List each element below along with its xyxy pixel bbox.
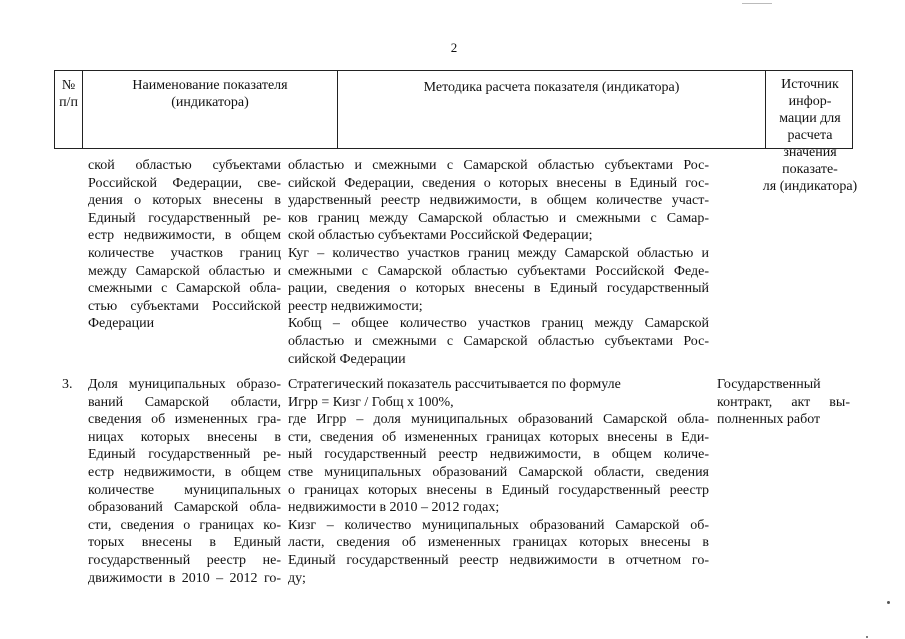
row2-method-line: сийской Федерации, сведения о которых внесены в Единый гос- (288, 175, 709, 191)
row2-method-line: Куг – количество участков границ между Самарской областью и (288, 245, 709, 261)
row3-name-line: движимости в 2010 – 2012 го- (88, 570, 281, 586)
scan-speck (866, 636, 868, 638)
row3-name-line: сведения об измененных гра- (88, 412, 281, 428)
row3-method-line: Кизг – количество муниципальных образований Самарской об- (288, 517, 709, 533)
row2-name-line: смежными с Самарской обла- (88, 281, 281, 297)
row3-method-line: сти, сведения об измененных границах которых внесены в Еди- (288, 429, 709, 445)
row3-name-line: ваний Самарской области, (88, 394, 281, 410)
row2-method-line: ской областью субъектами Российской Федерации; (288, 228, 593, 244)
row3-method-line: недвижимости в 2010 – 2012 годах; (288, 500, 500, 516)
header-source-label: Источник инфор- мации для расчета значения показате- ля (индикатора) (762, 77, 858, 194)
row3-method-cell (288, 376, 709, 587)
row3-name-line: торых внесены в Единый (88, 535, 281, 551)
row3-method-line: где Игрр – доля муниципальных образований Самарской обла- (288, 412, 709, 428)
header-cell-name (83, 71, 338, 148)
row3-method-line: о границах которых внесены в Единый государственный реестр (288, 482, 709, 498)
header-cell-method (338, 71, 766, 148)
row3-name-line: Доля муниципальных образо- (88, 377, 281, 392)
row3-method-line: ласти, сведения об измененных границах которых внесены в (288, 535, 709, 551)
row3-number: 3. (62, 377, 73, 392)
row2-method-line: смежными с Самарской областью субъектами Российской Феде- (288, 263, 709, 279)
row2-name-cell (88, 157, 281, 333)
header-name-label: Наименование показателя (индикатора) (132, 78, 288, 110)
row2-method-line: ков границ между Самарской областью и смежными с Самар- (288, 210, 709, 226)
row2-method-line: рации, сведения о которых внесены в Единый государственный (288, 281, 709, 297)
row2-name-line: Российской Федерации, све- (88, 175, 281, 191)
row3-name-cell (88, 376, 281, 587)
row2-name-line: ской областью субъектами (88, 158, 281, 173)
row3-name-line: государственный реестр не- (88, 552, 281, 568)
row2-method-cell (288, 157, 709, 368)
scan-speck (742, 3, 772, 4)
row2-name-line: Федерации (88, 316, 155, 332)
row3-name-line: количестве муниципальных (88, 482, 281, 498)
row3-source-cell (717, 376, 850, 429)
row2-name-line: дения о которых внесены в (88, 193, 281, 209)
row3-method-line: ду; (288, 570, 306, 586)
row3-name-line: образований Самарской обла- (88, 500, 281, 516)
row3-method-line: Стратегический показатель рассчитывается по формуле (288, 377, 621, 392)
row2-name-line: естр недвижимости, в общем (88, 228, 281, 244)
row3-name-line: Единый государственный ре- (88, 447, 281, 463)
row2-name-line: Единый государственный ре- (88, 210, 281, 226)
header-number-label: № п/п (59, 78, 78, 110)
row2-name-line: стью субъектами Российской (88, 298, 281, 314)
header-cell-source (762, 71, 858, 194)
row2-method-line: реестр недвижимости; (288, 298, 423, 314)
row2-name-line: количестве участков границ (88, 245, 281, 261)
row2-name-line: между Самарской областью и (88, 263, 281, 279)
row3-method-line: Единый государственный реестр недвижимости в отчетном го- (288, 552, 709, 568)
row3-source-line: полненных работ (717, 412, 821, 428)
row3-source-line: контракт, акт вы- (717, 394, 850, 410)
row3-name-line: ницах которых внесены в (88, 429, 281, 445)
row3-name-line: естр недвижимости, в общем (88, 464, 281, 480)
row3-name-line: сти, сведения о границах ко- (88, 517, 281, 533)
header-method-label: Методика расчета показателя (индикатора) (423, 80, 680, 95)
scan-speck (887, 601, 890, 604)
row3-method-line: Игрр = Кизг / Гобщ х 100%, (288, 394, 454, 410)
row2-method-line: областью и смежными с Самарской областью субъектами Рос- (288, 158, 709, 173)
row3-method-line: стве муниципальных образований Самарской области, сведения (288, 464, 709, 480)
row3-method-line: ный государственный реестр недвижимости, в общем количе- (288, 447, 709, 463)
header-cell-number (55, 71, 83, 148)
row2-method-line: Кобщ – общее количество участков границ между Самарской (288, 316, 709, 332)
row3-source-line: Государственный (717, 377, 821, 392)
row2-method-line: областью и смежными с Самарской областью субъектами Рос- (288, 333, 709, 349)
page-number: 2 (450, 40, 458, 55)
row2-method-line: ударственный реестр недвижимости, в общем количестве участ- (288, 193, 709, 209)
row2-method-line: сийской Федерации (288, 351, 406, 367)
